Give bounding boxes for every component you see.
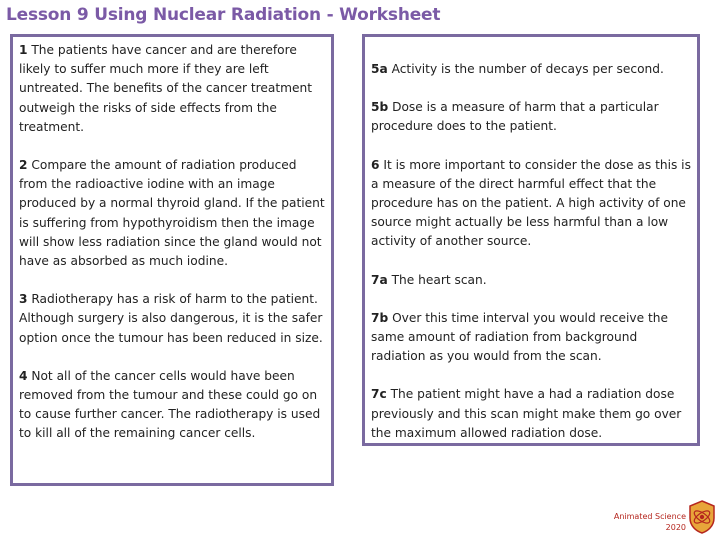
page-title: Lesson 9 Using Nuclear Radiation - Worksheet <box>6 5 441 25</box>
answer-text: Not all of the cancer cells would have been removed from the tumour and these could go on to cause further cancer. The radiotherapy is used to kill all of the remaining cancer cells. <box>19 368 321 441</box>
logo-text <box>614 511 686 533</box>
answer-text: The heart scan. <box>391 272 487 287</box>
answer-text: Radiotherapy has a risk of harm to the patient. Although surgery is also dangerous, it is the safer option once the tumour has been reduced in size. <box>19 292 323 345</box>
logo-line-name: Animated Science <box>613 512 686 521</box>
answers-panel-right <box>362 34 700 446</box>
answer-text: Over this time interval you would receive the same amount of radiation from background radiation as you would from the scan. <box>371 310 668 364</box>
answer-number: 6 <box>371 157 380 172</box>
answer-5b <box>371 98 691 136</box>
answer-text: The patients have cancer and are therefore likely to suffer much more if they are left untreated. The benefits of the cancer treatment outweigh the risks of side effects from the treatment. <box>19 43 312 134</box>
answer-text: The patient might have a had a radiation dose previously and this scan might make them go over the maximum allowed radiation dose. <box>371 387 682 440</box>
answer-5a <box>371 60 691 79</box>
atom-shield-icon <box>688 500 716 534</box>
logo-line-year: 2020 <box>665 523 686 532</box>
answer-number: 7c <box>371 387 387 402</box>
answer-7c <box>371 385 691 443</box>
answer-number: 1 <box>19 43 28 57</box>
answer-7a <box>371 271 691 290</box>
answer-text: It is more important to consider the dose as this is a measure of the direct harmful effect that the procedure has on the patient. A high activity of one source might actually be less harmful than a low activity of another source. <box>371 157 691 249</box>
answer-number: 7a <box>371 272 388 287</box>
answer-6 <box>371 156 691 252</box>
answer-number: 5b <box>371 100 389 115</box>
answer-text: Activity is the number of decays per second. <box>391 62 664 76</box>
answer-4 <box>19 367 325 444</box>
answer-1 <box>19 41 325 137</box>
answers-panel-left <box>10 34 334 486</box>
animated-science-logo <box>596 496 716 536</box>
answer-7b <box>371 309 691 367</box>
answer-number: 4 <box>19 368 28 383</box>
answer-number: 5a <box>371 62 388 76</box>
answer-text: Dose is a measure of harm that a particular procedure does to the patient. <box>371 100 659 134</box>
answer-2 <box>19 156 325 271</box>
answer-3 <box>19 290 325 348</box>
answer-number: 2 <box>19 158 28 173</box>
answer-text: Compare the amount of radiation produced from the radioactive iodine with an image produced by a normal thyroid gland. If the patient is suffering from hypothyroidism then the image will show less radiation since the gland would not have as absorbed as much iodine. <box>19 158 325 269</box>
answer-number: 3 <box>19 292 28 307</box>
answer-number: 7b <box>371 310 389 325</box>
